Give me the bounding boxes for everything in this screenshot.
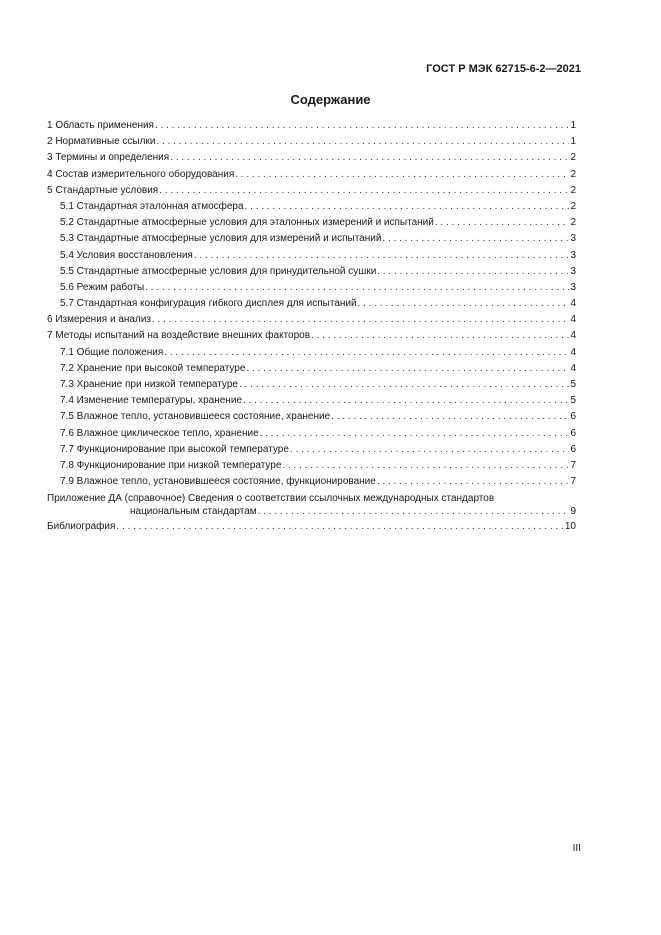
toc-entry[interactable]: [47, 361, 576, 377]
toc-title: Содержание: [290, 92, 371, 107]
toc-entry[interactable]: [47, 264, 576, 280]
toc-entry-appendix[interactable]: [47, 490, 576, 519]
toc-entry-page: 4: [570, 330, 576, 342]
toc-entry-page: 2: [570, 200, 576, 212]
page-number: III: [572, 843, 581, 854]
toc-entry-page: 6: [570, 443, 576, 455]
toc-entry-text: 3 Термины и определения: [47, 152, 170, 164]
toc-entry[interactable]: [47, 409, 576, 425]
toc-appendix-title-cont: национальным стандартам: [130, 506, 257, 518]
toc-entry-text: 5.5 Стандартные атмосферные условия для принудительной сушки: [60, 265, 377, 277]
toc-entry-page: 5: [570, 379, 576, 390]
toc-entry-text: 6 Измерения и анализ: [47, 314, 151, 326]
toc-entry[interactable]: [47, 442, 576, 458]
toc-entry-text: 7.1 Общие положения: [60, 346, 164, 358]
toc-leader: [377, 264, 569, 280]
toc-leader: [243, 393, 569, 409]
toc-entry-page: 1: [570, 136, 576, 148]
toc-leader: [435, 215, 570, 231]
table-of-contents: [47, 118, 576, 536]
toc-entry-text: 1 Область применения: [47, 120, 154, 131]
document-standard-number: ГОСТ Р МЭК 62715-6-2—2021: [426, 63, 581, 75]
toc-entry[interactable]: [47, 183, 576, 199]
toc-leader: [145, 280, 569, 296]
toc-leader: [116, 519, 563, 535]
toc-entry-text: 4 Состав измерительного оборудования: [47, 168, 235, 180]
toc-entry-text: 7.3 Хранение при низкой температуре: [60, 379, 238, 390]
toc-leader: [260, 426, 570, 442]
toc-entry-text: 7.4 Изменение температуры, хранение: [60, 395, 242, 407]
toc-leader: [152, 312, 569, 328]
toc-appendix-title: Приложение ДА (справочное) Сведения о соответствии ссылочных международных стандартов: [47, 493, 495, 505]
toc-leader: [170, 150, 569, 166]
toc-entry-page: 3: [570, 265, 576, 277]
toc-entry-text: 5 Стандартные условия: [47, 184, 159, 196]
toc-entry[interactable]: [47, 377, 576, 393]
toc-entry[interactable]: [47, 393, 576, 409]
toc-entry-text: 7.9 Влажное тепло, установившееся состояние, функционирование: [60, 476, 376, 488]
toc-entry-text: 7.2 Хранение при высокой температуре: [60, 362, 246, 374]
toc-entry-page: 3: [570, 233, 576, 245]
toc-entry-page: 4: [570, 346, 576, 358]
toc-entry-text: 7 Методы испытаний на воздействие внешних факторов: [47, 330, 311, 342]
toc-entry-text: 5.6 Режим работы: [60, 281, 145, 293]
toc-entry-text: 5.2 Стандартные атмосферные условия для эталонных измерений и испытаний: [60, 217, 434, 229]
toc-entry[interactable]: [47, 458, 576, 474]
toc-entry-page: 2: [570, 217, 576, 229]
toc-entry-bibliography[interactable]: [47, 519, 576, 535]
toc-entry[interactable]: [47, 296, 576, 312]
toc-leader: [235, 167, 569, 183]
toc-leader: [159, 183, 569, 199]
toc-leader: [246, 361, 569, 377]
toc-leader: [311, 328, 569, 344]
toc-entry[interactable]: [47, 474, 576, 490]
toc-entry[interactable]: [47, 167, 576, 183]
toc-leader: [358, 296, 570, 312]
toc-entry-text: 5.7 Стандартная конфигурация гибкого дисплея для испытаний: [60, 298, 357, 310]
toc-entry[interactable]: [47, 248, 576, 264]
toc-entry-page: 5: [570, 395, 576, 407]
toc-entry-page: 1: [570, 120, 576, 131]
toc-entry[interactable]: [47, 150, 576, 166]
toc-entry-page: 9: [570, 506, 576, 518]
toc-entry[interactable]: [47, 328, 576, 344]
toc-leader: [156, 134, 569, 150]
toc-entry-text: 2 Нормативные ссылки: [47, 136, 156, 148]
toc-leader: [239, 377, 569, 393]
toc-entry[interactable]: [47, 312, 576, 328]
toc-leader: [331, 409, 569, 425]
toc-entry-text: 7.7 Функционирование при высокой температуре: [60, 443, 289, 455]
toc-entry-page: 10: [564, 521, 576, 533]
toc-leader: [245, 199, 570, 215]
toc-entry-page: 3: [570, 281, 576, 293]
toc-entry-text: 7.6 Влажное циклическое тепло, хранение: [60, 427, 259, 439]
toc-leader: [377, 474, 570, 490]
toc-entry-text: 5.4 Условия восстановления: [60, 249, 193, 261]
toc-entry-text: Библиография: [47, 521, 116, 533]
toc-entry-page: 7: [570, 476, 576, 488]
toc-entry-text: 5.3 Стандартные атмосферные условия для измерений и испытаний: [60, 233, 382, 245]
toc-entry[interactable]: [47, 345, 576, 361]
toc-entry-text: 7.8 Функционирование при низкой температуре: [60, 459, 282, 471]
toc-entry-page: 7: [570, 459, 576, 471]
toc-leader: [164, 345, 569, 361]
toc-entry[interactable]: [47, 231, 576, 247]
toc-entry-page: 6: [570, 427, 576, 439]
toc-leader: [382, 231, 569, 247]
toc-leader: [194, 248, 570, 264]
toc-entry-page: 4: [570, 314, 576, 326]
toc-leader: [290, 442, 570, 458]
toc-entry-text: 7.5 Влажное тепло, установившееся состояние, хранение: [60, 411, 331, 423]
toc-entry-page: 3: [570, 249, 576, 261]
toc-entry-page: 4: [570, 298, 576, 310]
toc-entry[interactable]: [47, 118, 576, 134]
toc-entry[interactable]: [47, 215, 576, 231]
toc-entry[interactable]: [47, 134, 576, 150]
toc-entry-page: 2: [570, 152, 576, 164]
toc-entry-page: 6: [570, 411, 576, 423]
toc-entry-page: 4: [570, 362, 576, 374]
toc-entry[interactable]: [47, 280, 576, 296]
toc-entry-text: 5.1 Стандартная эталонная атмосфера: [60, 200, 244, 212]
toc-entry[interactable]: [47, 426, 576, 442]
toc-entry-page: 2: [570, 184, 576, 196]
toc-entry[interactable]: [47, 199, 576, 215]
toc-leader: [155, 118, 569, 134]
toc-entry-page: 2: [570, 168, 576, 180]
toc-leader: [258, 505, 570, 518]
toc-leader: [282, 458, 569, 474]
